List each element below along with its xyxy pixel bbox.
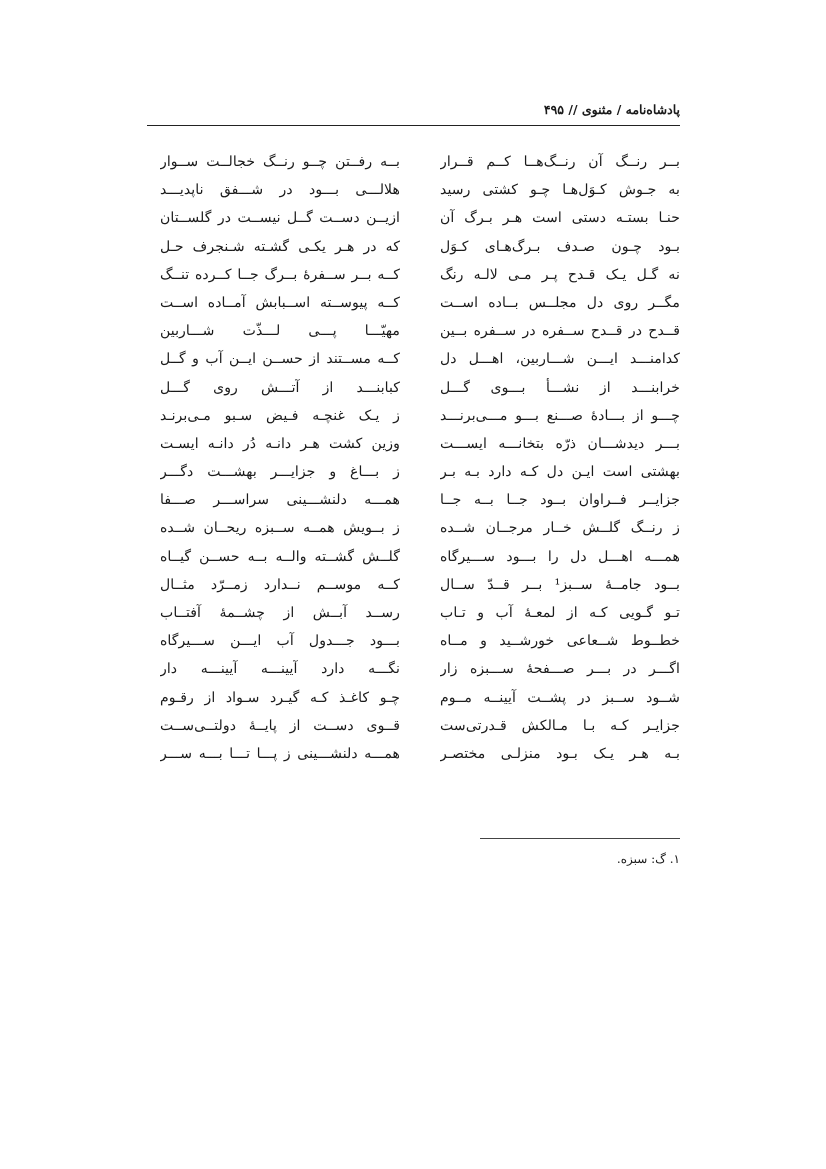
verse-line: کدامنـــد ایـــن شـــاربین، اهـــل دل [440, 351, 680, 368]
poem-left-column [160, 152, 400, 772]
verse-line: ز بـــاغ و جزایـــر بهشـــت دگـــر [160, 464, 400, 481]
verse-line: کبابنـــد از آتـــش روی گـــل [160, 379, 400, 396]
verse-line: بــر رنــگ آن رنــگ‌هــا کــم قــرار [440, 154, 680, 170]
header-rule [147, 125, 680, 126]
verse-line: گلــش گشــته والــه بــه حســن گیــاه [160, 548, 400, 565]
running-head-title: پادشاه‌نامه / مثنوی // ۴۹۵ [543, 102, 680, 117]
verse-line: بــود جامــهٔ ســبز¹ بــر قــدّ ســال [440, 576, 680, 593]
verse-line: قــدح در قــدح ســفره در ســفره بــین [440, 323, 680, 340]
verse-line: وزین کشت هـر دانـه دُر دانـه ایسـت [160, 435, 400, 452]
verse-line: نه گـل یـک قـدح پـر مـی لالـه رنگ [440, 266, 680, 283]
verse-line: جزایـر کـه بـا مـالکش قـدرتی‌ست [440, 717, 680, 734]
footnote: ۱. گ: سبزه. [616, 852, 680, 866]
verse-line: بـــود جـــدول آب ایـــن ســـیرگاه [160, 633, 400, 650]
footnote-rule [480, 838, 680, 839]
poem-right-column [440, 152, 680, 772]
verse-line: ز رنــگ گلــش خــار مرجــان شــده [440, 520, 680, 537]
verse-line: مهیّـــا پـــی لـــذّت شـــاربین [160, 323, 400, 340]
verse-line: همـــه دلنشـــینی ز پـــا تـــا بـــه ســـر [160, 745, 400, 762]
verse-line: چـــو از بـــادهٔ صـــنع بـــو مـــی‌برنـــد [440, 407, 680, 424]
verse-line: شــود ســبز در پشــت آیینــه مــوم [440, 689, 680, 706]
verse-line: ز یـک غنچـه فـیض سـبو مـی‌برنـد [160, 407, 400, 424]
verse-line: که در هـر یکـی گشـته شـنجرف حـل [160, 238, 400, 255]
verse-line: قــوی دســت از پایــهٔ دولتــی‌ســت [160, 717, 400, 734]
verse-line: جزایــر فــراوان بــود جــا بــه جــا [440, 492, 680, 509]
verse-line: نگـــه دارد آیینـــه آیینـــه دار [160, 661, 400, 678]
verse-line: همـــه دلنشـــینی سراســـر صـــفا [160, 492, 400, 509]
verse-line: همـــه اهـــل دل را بـــود ســـیرگاه [440, 548, 680, 565]
verse-line: خطــوط شــعاعی خورشــید و مــاه [440, 633, 680, 650]
verse-line: بهشتی است ایـن دل کـه دارد بـه بـر [440, 464, 680, 481]
verse-line: خرابنـــد از نشـــأ بـــوی گـــل [440, 379, 680, 396]
verse-line: رســد آبــش از چشــمهٔ آفتــاب [160, 605, 400, 621]
verse-line: ز بــویش همــه ســبزه ریحــان شــده [160, 520, 400, 537]
verse-line: اگـــر در بـــر صـــفحهٔ ســـبزه زار [440, 661, 680, 678]
verse-line: حنـا بستـه دستی است هـر بـرگ آن [440, 210, 680, 227]
verse-line: کــه مســتند از حســن ایــن آب و گــل [160, 351, 400, 368]
verse-line: بـه هـر یـک بـود منزلـی مختصـر [440, 745, 680, 762]
verse-line: بـــر دیدشـــان ذرّه بتخانـــه ایســـت [440, 435, 680, 452]
verse-line: کــه بــر ســفرهٔ بــرگ جــا کــرده تنــگ [160, 266, 400, 283]
verse-line: چـو کاغـذ کـه گیـرد سـواد از رقـوم [160, 689, 400, 706]
verse-line: به جـوش کـوَل‌هـا چـو کشتی رسید [440, 182, 680, 199]
verse-line: ازیــن دســت گــل نیســت در گلســتان [160, 210, 400, 227]
verse-line: تـو گـویی کـه از لمعـهٔ آب و تـاب [440, 605, 680, 621]
verse-line: هلالـــی بـــود در شـــفق ناپدیـــد [160, 182, 400, 199]
verse-line: بـود چـون صـدف بـرگ‌هـای کـوَل [440, 238, 680, 255]
verse-line: مگــر روی دل مجلــس بــاده اســت [440, 294, 680, 311]
verse-line: بــه رفــتن چــو رنــگ خجالــت ســوار [160, 154, 400, 170]
verse-line: کــه موســم نــدارد زمــرّد مثــال [160, 576, 400, 593]
running-head [147, 100, 680, 122]
verse-line: کــه پیوســته اســبابش آمــاده اســت [160, 294, 400, 311]
